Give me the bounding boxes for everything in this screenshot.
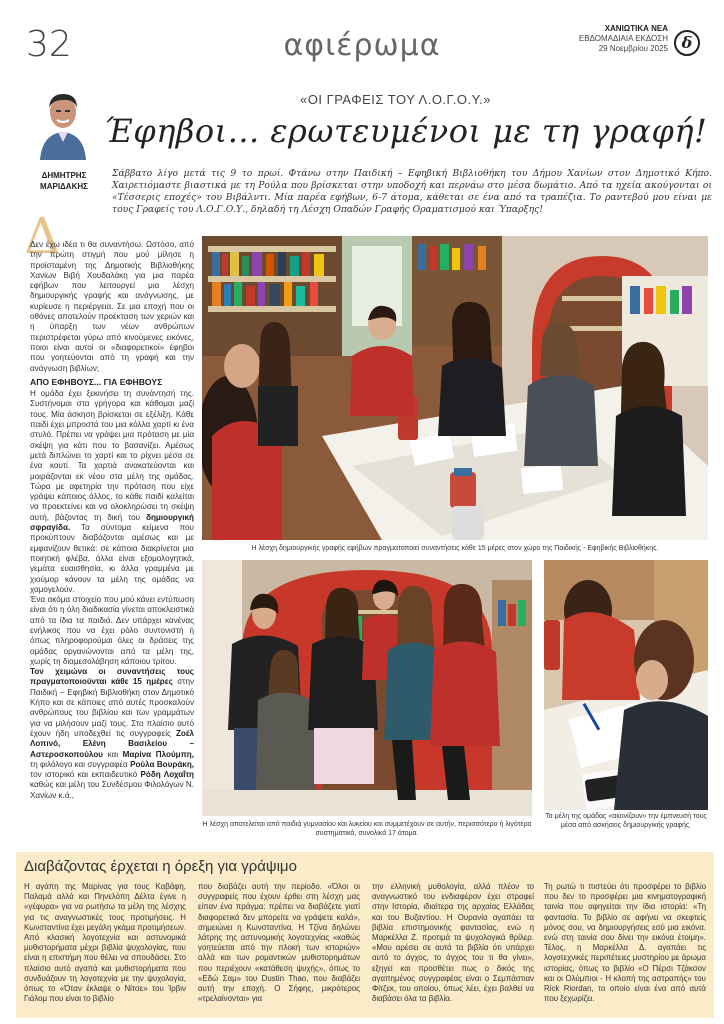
paragraph: Η αγάπη της Μαρίνας για τους Καβάφη, Παλαμά αλλά και Πηνελόπη Δέλτα έγινε η «γέφυρα» για να ρωτήσω τα μέλη της λέσχης για τις αναγνωστικές τους προτιμήσεις. Η Κωνσταντίνα έχει μεγάλη γκάμα προτιμήσεων. Από κλασική λογοτεχνία και αστυνομικά μυθιστορήματα μέχρι βιβλία ψυχολογίας, που είναι η επιστήμη που θέλει να σπουδάσει. Στο πλαίσιο αυτό αγαπά και μυθιστορήματα που συνδυάζουν τη λογοτεχνία με την ψυχολογία, όπως το «Όταν έκλαψε ο Νίτσε» του Ίρβιν Γιάλομ που είναι το βιβλίο bbox=[24, 882, 186, 1004]
paragraph-text: Τα σύντομα κείμενα που προκύπτουν διαβάζονται αμέσως και με εμφανίζουν θετικά: σε κάποια διακρίνεται μια ποιητική φλέβα, άλλα είναι εξομολογητικά, γεμάτα ευαισθησία, κι άλλα γραμμένα με χιούμορ κάνουν τα μέλη της ομάδας να χαμογελούν. bbox=[30, 523, 194, 594]
issue-date: 29 Νοεμβρίου 2025 bbox=[598, 44, 668, 53]
paragraph-text: τη φιλόλογο και συγγραφέα bbox=[30, 759, 128, 769]
author-first-name: ΔΗΜΗΤΡΗΣ bbox=[41, 171, 87, 180]
emphasis: Ζοέλ Λοπινό, Ελένη Βασιλείου – Αστεροσκοπούλου bbox=[30, 728, 194, 759]
masthead bbox=[579, 24, 668, 54]
photo-group-portrait bbox=[202, 560, 532, 816]
sidebar-column bbox=[372, 882, 534, 1004]
emphasis: Τον χειμώνα οι συναντήσεις τους πραγματοποιούνται κάθε 15 ημέρες bbox=[30, 667, 194, 687]
paragraph-text: καθώς και μέλη του Συνδέσμου Φιλολόγων Ν. Χανίων κ.ά., bbox=[30, 780, 194, 800]
sidebar-column bbox=[544, 882, 706, 1004]
paragraph-text: στην Παιδική – Εφηβική Βιβλιοθήκη στον Δημοτικό Κήπο και σε κάποιες από αυτές προσκαλούν ανθρώπους του βιβλίου και των γραμμάτων για να μιλήσουν μαζί τους. Στο πλαίσιο αυτό έχουν ήδη υποδεχθεί τις συγγραφείς bbox=[30, 677, 194, 738]
kicker: «ΟΙ ΓΡΑΦΕΙΣ ΤΟΥ Λ.Ο.Γ.Ο.Υ.» bbox=[300, 92, 491, 107]
author-byline bbox=[18, 170, 110, 192]
paper-logo-icon: δ bbox=[674, 30, 700, 56]
emphasis: Ρούλα Βουράκη, bbox=[130, 759, 195, 769]
caption-top-photo: Η λέσχη δημιουργικής γραφής εφήβων πραγματοποιεί συναντήσεις κάθε 15 μέρες στον χώρο της Παιδικής - Εφηβικής Βιβλιοθήκης. bbox=[251, 545, 659, 552]
emphasis: Ρόδη Λοχαΐτη bbox=[140, 770, 194, 780]
emphasis: δημιουργική σφραγίδα. bbox=[30, 512, 195, 533]
sidebar-column bbox=[198, 882, 360, 1004]
photo-writing-exercise bbox=[544, 560, 708, 810]
paragraph bbox=[30, 389, 194, 595]
emphasis: Μαρίνα Πλούμπη, bbox=[122, 749, 194, 759]
photo-library-table bbox=[202, 236, 708, 540]
headline: Έφηβοι... ερωτευμένοι με τη γραφή! bbox=[104, 112, 708, 150]
sidebar-column bbox=[24, 882, 186, 1004]
sidebar-box-title: Διαβάζοντας έρχεται η όρεξη για γράψιμο bbox=[24, 858, 297, 875]
dropcap: Δ bbox=[24, 207, 61, 265]
sidebar-box bbox=[16, 852, 714, 1018]
subheading: ΑΠΟ ΕΦΗΒΟΥΣ... ΓΙΑ ΕΦΗΒΟΥΣ bbox=[30, 376, 163, 387]
paragraph-text: και bbox=[107, 749, 119, 759]
paragraph-text: τον ιστορικό και εκπαιδευτικό bbox=[30, 770, 138, 780]
author-avatar bbox=[36, 88, 90, 160]
paragraph: Τη ρωτώ τι πιστεύει ότι προσφέρει το βιβλίο που δεν το προσφέρει μια κινηματογραφική ταινία που αφηγείται την ίδια ιστορία: «Τη φαντασία. Το βιβλίο σε αφήνει να σκεφτείς μόνος σου, να δημιουργήσεις εσύ μια εικόνα. ενώ στη ταινία σου δίνει την εικόνα έτοιμη». Τέλος, η Μαρκέλλα Δ. αγαπάει τις λογοτεχνικές περιπέτειες μυστηρίου με άρωμα ιστορίας, όπως το βιβλίο «Ο Πέρσι Τζάκσον και οι Ολύμπιοι - Η κλοπή της αστραπής» του Rick Riordan, το οποίο είναι ένα από αυτά που ξεχωρίζει. bbox=[544, 882, 706, 1004]
paragraph: την ελληνική μυθολογία, αλλά πλέον το αναγνωστικό του ενδιαφέρον έχει στραφεί στην Ιστορία, ιδιαίτερα της αρχαίας Ελλάδας και του Βυζαντίου. Η Ουρανία αγαπάει τα βιβλία επιστημονικής φαντασίας, ενώ η Μαρκέλλα Ζ. προτιμά τα ψυχολογικά θρίλερ. «Μου αρέσει σε αυτά τα βιβλία ότι υπάρχει αυτό το άγχος, το άγχος του τι θα γίνει», εξηγεί και προσθέτει πως ο δικός της αγαπημένος συγγραφέας είναι ο Σεμπάστιαν Φίτζεκ, του οποίου, όπως λέει, έχει βαλθεί να διαβάσει όλα τα βιβλία. bbox=[372, 882, 534, 1004]
caption-bottom-right-photo: Τα μέλη της ομάδας «ακονίζουν» την έμπνευσή τους μέσα από ασκήσεις δημιουργικής γραφής. bbox=[545, 813, 707, 829]
paper-name: ΧΑΝΙΩΤΙΚΑ ΝΕΑ bbox=[604, 24, 668, 33]
lead-paragraph: Σάββατο λίγο μετά τις 9 το πρωί. Φτάνω στην Παιδική – Εφηβική Βιβλιοθήκη του Δήμου Χανίων στον Δημοτικό Κήπο. Χαιρετιόμαστε βιαστικά με τη Ρούλα που βρίσκεται στην υποδοχή και περνάω στο μέσα δωμάτιο. Από τα ηχεία ακούγονται οι «Τέσσερις εποχές» του Βιβάλντι. Μία παρέα εφήβων, 6-7 άτομα, κάθεται σε ένα από τα τραπέζια. Το ραντεβού μου είναι με τους Γραφείς του Λ.Ο.Γ.Ο.Υ., δηλαδή τη Λέσχη Οπαδών Γραφής Οραματισμού και Ύπαρξης! bbox=[112, 168, 712, 215]
paragraph: που διαβάζει αυτή την περίοδο. «Όλοι οι συγγραφείς που έχουν έρθει στη λέσχη μας είπαν ένα πράγμα: πρέπει να διαβάζετε γιατί διαφορετικά δεν μπορείτε να γράψετε καλά», σημειώνει η Κωνσταντίνα. Η Τζίνα δηλώνει λάτρης της αστυνομικής λογοτεχνίας «καθώς γοητεύεται από την πλοκή των ιστοριών» αλλά και των ρομαντικών μυθιστορημάτων που περιέχουν «κατάθεση ψυχής», όπως το «Εδώ Σαμ» του Dustin Thao, που διαβάζει αυτή την εποχή. Ο Σήφης, μικρότερος «τρελαίνονται» για bbox=[198, 882, 360, 1004]
paragraph bbox=[30, 667, 194, 801]
left-column bbox=[30, 240, 194, 801]
paragraph: Δεν έχω ιδέα τι θα συναντήσω. Ωστόσο, από την πρώτη στιγμή που μού μίλησε η προϊσταμένη της Δημοτικής Βιβλιοθήκης Χανίων Βιβή Χουδαλάκη για μια παρέα εφήβων που λειτουργεί μια λέσχη δημιουργικής γραφής και ανάγνωσης, με κυρίευσε η περιέργεια. Σε μια εποχή που οι οθόνες αποτελούν προέκταση των χεριών και η ύπαρξη των νέων ανθρώπων περιστρέφεται γύρω από κινούμενες εικόνες, ποιοι είναι αυτοί οι «διαφορετικοί» έφηβοι που γοητεύονται από τη γραφή και την ανάγνωση βιβλίων; bbox=[30, 240, 194, 373]
caption-bottom-left-photo: Η λέσχη αποτελείται από παιδιά γυμνασίου και λυκείου και συμμετέχουν σε αυτήν, περισσότερο ή λιγότερο συστηματικά, συνολικά 17 άτομα. bbox=[202, 821, 532, 837]
paragraph: Ένα ακόμα στοιχείο που μού κάνει εντύπωση είναι ότι η όλη διαδικασία γίνεται αποκλειστικά από τα ίδια τα παιδιά. Δεν υπάρχει κανένας ενήλικος που να έχει ρόλο συντονιστή ή όπως πληροφορούμαι όλες οι δράσεις της ομάδας οργανώνονται από τα μέλη της, χωρίς τη διαμεσολάβηση κάποιου τρίτου. bbox=[30, 595, 194, 666]
section-title: αφιέρωμα bbox=[283, 28, 441, 63]
paragraph-text: Η ομάδα έχει ξεκινήσει τη συνάντησή της. Συστήνομαι στα γρήγορα και κάθομαι μαζί τους. Μία άσκηση βρίσκεται σε εξέλιξη. Κάθε παιδί έχει μπροστά του μια κόλλα χαρτί κι ένα στυλό. Πρέπει να γράψει μια πρόταση με μία σκέψη για κάτι που το βασανίζει. Αμέσως μετά διπλώνει το χαρτί και το ρίχνει μέσα σε ένα κουτί. Τα χαρτιά ανακατεύονται και μοιράζονται εκ νέου στα μέλη της ομάδας. Τώρα με αφετηρία την πρόταση που είχε γράψει κάποιος άλλος, το κάθε παιδί καλείται να προεκτείνει και να ολοκληρώσει τη σκέψη αυτή, βάζοντας τη δική του bbox=[30, 389, 194, 522]
page-number: 32 bbox=[26, 24, 72, 65]
author-last-name: ΜΑΡΙΔΑΚΗΣ bbox=[40, 182, 88, 191]
edition-label: ΕΒΔΟΜΑΔΙΑΙΑ ΕΚΔΟΣΗ bbox=[578, 34, 668, 43]
